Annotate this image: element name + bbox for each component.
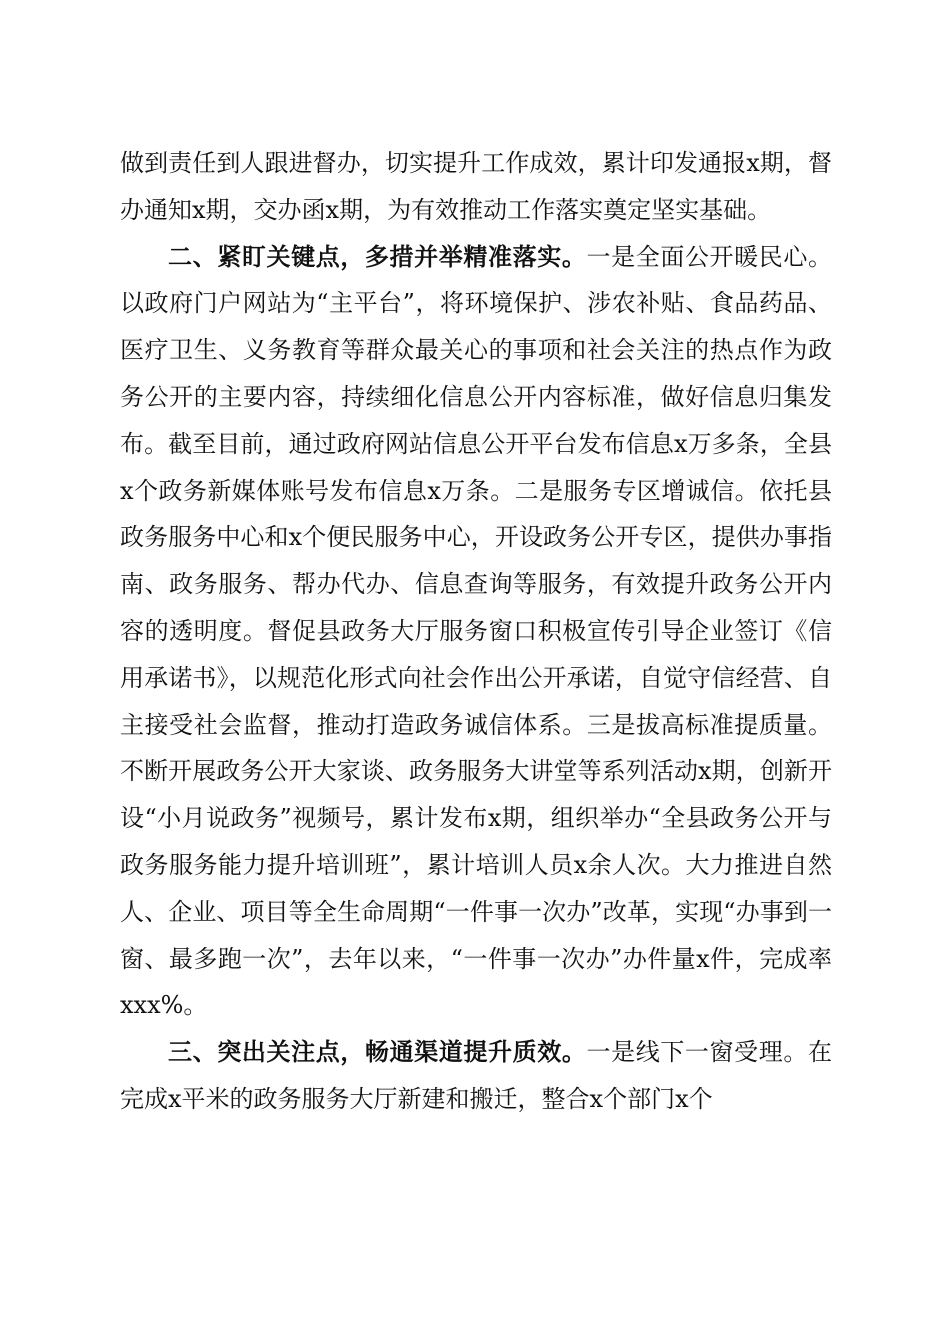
paragraph-text: 一是全面公开暖民心。以政府门户网站为“主平台”，将环境保护、涉农补贴、食品药品、医疗卫生、义务教育等群众最关心的事项和社会关注的热点作为政务公开的主要内容，持续细化信息公开内容标准，做好信息归集发布。截至目前，通过政府网站信息公开平台发布信息x万多条，全县x个政务新媒体账号发布信息x万条。二是服务专区增诚信。依托县政务服务中心和x个便民服务中心，开设政务公开专区，提供办事指南、政务服务、帮办代办、信息查询等服务，有效提升政务公开内容的透明度。督促县政务大厅服务窗口积极宣传引导企业签订《信用承诺书》，以规范化形式向社会作出公开承诺，自觉守信经营、自主接受社会监督，推动打造政务诚信体系。三是拔高标准提质量。不断开展政务公开大家谈、政务服务大讲堂等系列活动x期，创新开设“小月说政务”视频号，累计发布x期，组织举办“全县政务公开与政务服务能力提升培训班”，累计培训人员x余人次。大力推进自然人、企业、项目等全生命周期“一件事一次办”改革，实现“办事到一窗、最多跑一次”，去年以来，“一件事一次办”办件量x件，完成率xxx%。 bbox=[120, 242, 833, 1020]
section-heading: 二、紧盯关键点，多措并举精准落实。 bbox=[168, 242, 587, 271]
document-body bbox=[120, 140, 832, 1123]
paragraph-text: 做到责任到人跟进督办，切实提升工作成效，累计印发通报x期，督办通知x期，交办函x期，为有效推动工作落实奠定坚实基础。 bbox=[120, 149, 832, 224]
paragraph-section-three bbox=[120, 1029, 832, 1123]
paragraph-continuation bbox=[120, 140, 832, 234]
paragraph-text: 一是线下一窗受理。在完成x平米的政务服务大厅新建和搬迁，整合x个部门x个 bbox=[120, 1038, 833, 1113]
paragraph-section-two bbox=[120, 234, 832, 1030]
section-heading: 三、突出关注点，畅通渠道提升质效。 bbox=[168, 1038, 587, 1067]
